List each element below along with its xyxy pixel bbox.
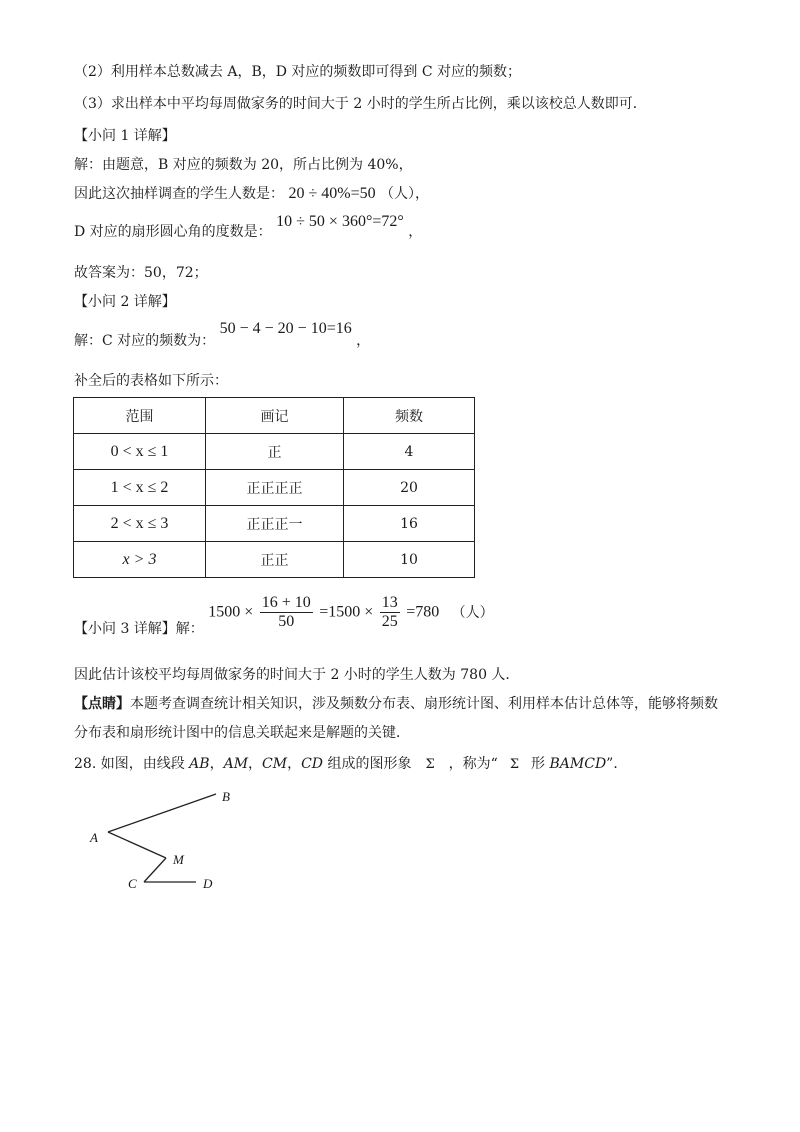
text-line-hint-2: （2）利用样本总数减去 A，B，D 对应的频数即可得到 C 对应的频数；: [74, 64, 522, 80]
section-heading-q1: 【小问 1 详解】: [74, 128, 176, 144]
text-line-answer-q1: 故答案为：50，72；: [74, 265, 208, 281]
cell-tally: 正: [206, 434, 344, 470]
cell-count: 10: [344, 542, 475, 578]
sigma-shape-figure: [80, 780, 260, 900]
q28-text-e: ”．: [606, 756, 628, 772]
text-line-q1-given: 解：由题意，B 对应的频数为 20，所占比例为 40%，: [74, 157, 413, 173]
text-line-angle: [74, 213, 423, 242]
q3-formula-part-2: =1500 ×: [319, 603, 374, 621]
text-line-hint-3: （3）求出样本中平均每周做家务的时间大于 2 小时的学生所占比例，乘以该校总人数即可．: [74, 96, 647, 112]
q28-text-a: 28. 如图，由线段: [74, 756, 190, 772]
comment-label: 【点睛】: [74, 696, 130, 712]
angle-label: D 对应的扇形圆心角的度数是：: [74, 224, 272, 240]
q3-formula-result: =780: [406, 603, 440, 621]
sigma-symbol-2: Σ: [509, 757, 520, 772]
q3-formula-part-1: 1500 ×: [208, 603, 254, 621]
q3-unit: （人）: [451, 604, 494, 621]
label-m: M: [173, 852, 184, 867]
cell-count: 16: [344, 506, 475, 542]
text-line-q3-conclusion: 因此估计该校平均每周做家务的时间大于 2 小时的学生人数为 780 人．: [74, 667, 520, 683]
cell-count: 20: [344, 470, 475, 506]
segment-ab: [108, 794, 216, 832]
text-line-comment-2: 分布表和扇形统计图中的信息关联起来是解题的关键．: [74, 725, 410, 741]
q28-segment-am: AM: [223, 756, 249, 772]
text-line-sample-size: [74, 184, 429, 204]
cell-tally: 正正正一: [206, 506, 344, 542]
section-heading-q3: 【小问 3 详解】解：: [74, 620, 204, 637]
angle-tail: ，: [408, 224, 423, 240]
cell-range: 2 < x ≤ 3: [74, 506, 206, 542]
fraction-2-numerator: 13: [381, 594, 398, 611]
q28-segment-cd: CD: [301, 756, 324, 772]
header-range: 范围: [74, 398, 206, 434]
c-frequency-label: 解：C 对应的频数为：: [74, 333, 216, 349]
text-line-table-intro: 补全后的表格如下所示：: [74, 373, 228, 389]
q28-sep-1: ，: [209, 756, 224, 772]
cell-range: 1 < x ≤ 2: [74, 470, 206, 506]
label-c: C: [128, 876, 137, 891]
sample-size-label: 因此这次抽样调查的学生人数是：: [74, 186, 284, 202]
angle-formula: 10 ÷ 50 × 360°=72°: [276, 213, 404, 230]
c-frequency-formula: 50 − 4 − 20 − 10=16: [219, 320, 352, 337]
fraction-2: [380, 594, 400, 631]
label-b: B: [222, 789, 230, 804]
cell-tally: 正正: [206, 542, 344, 578]
text-line-q3: [74, 594, 494, 637]
table-row: [74, 434, 475, 470]
comment-text: 本题考查调查统计相关知识，涉及频数分布表、扇形统计图、利用样本估计总体等，能够将频数: [130, 696, 718, 712]
sigma-symbol: Σ: [425, 757, 435, 772]
q28-sep-3: ，: [287, 756, 302, 772]
fraction-1-numerator: 16 + 10: [261, 594, 311, 611]
q28-text-d: 形: [531, 756, 550, 772]
question-28-line: [74, 754, 627, 775]
section-heading-q2: 【小问 2 详解】: [74, 294, 176, 310]
fraction-1: [260, 594, 313, 631]
cell-count: 4: [344, 434, 475, 470]
fraction-1-denominator: 50: [278, 613, 295, 630]
sample-size-unit: （人），: [380, 186, 430, 202]
label-a: A: [90, 830, 98, 845]
q28-text-c: ，称为“: [448, 756, 498, 772]
table-header-row: [74, 398, 475, 434]
frequency-table: [73, 397, 475, 578]
sample-size-formula: 20 ÷ 40%=50: [288, 185, 376, 202]
cell-range: x > 3: [74, 542, 206, 578]
segment-cm: [144, 858, 166, 882]
q28-text-b: 组成的图形象: [323, 756, 412, 772]
cell-range: 0 < x ≤ 1: [74, 434, 206, 470]
q28-shape-name: BAMCD: [549, 756, 607, 772]
table-row: [74, 506, 475, 542]
header-count: 频数: [344, 398, 475, 434]
fraction-2-denominator: 25: [381, 613, 398, 630]
q28-sep-2: ，: [248, 756, 263, 772]
cell-tally: 正正正正: [206, 470, 344, 506]
text-line-c-frequency: [74, 320, 371, 351]
q28-segment-ab: AB: [189, 756, 210, 772]
header-tally: 画记: [206, 398, 344, 434]
segment-am: [108, 832, 166, 858]
q28-segment-cm: CM: [262, 756, 288, 772]
text-line-comment: [74, 694, 718, 714]
table-row: [74, 470, 475, 506]
label-d: D: [203, 876, 213, 891]
table-row: [74, 542, 475, 578]
c-frequency-tail: ，: [356, 333, 371, 349]
